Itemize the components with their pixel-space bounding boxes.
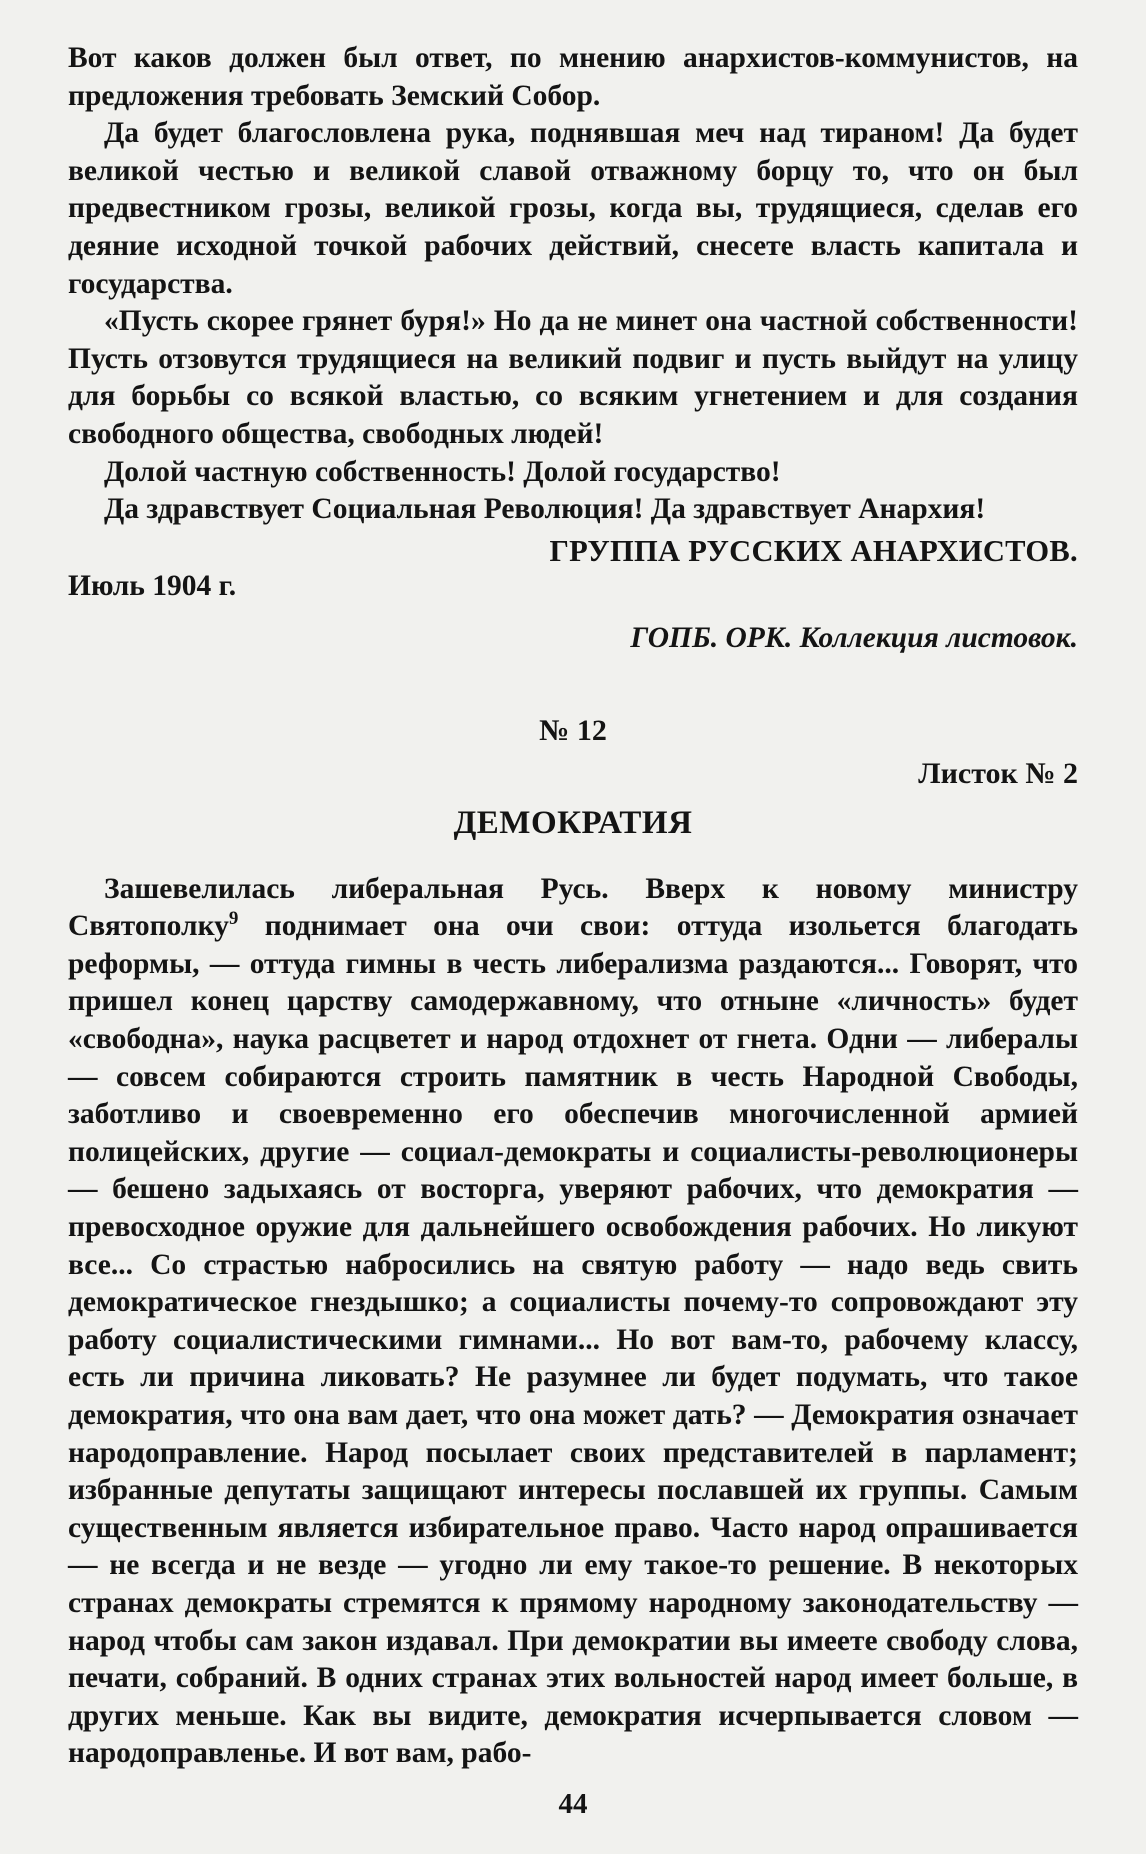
signature: ГРУППА РУССКИХ АНАРХИСТОВ. [549,533,1078,568]
body-paragraph [68,871,1078,1773]
paragraph-4: Долой частную собственность! Долой государство! [104,455,781,488]
document-number: № 12 [539,713,607,747]
paragraph-3: «Пусть скорее грянет буря!» Но да не минет она частной собственности! Пусть отзовутся трудящиеся на великий подвиг и пусть выйдут на улицу для борьбы со всякой властью, со всяким угнетением и для создания свободного общества, свободных людей! [68,305,1078,450]
footnote-mark[interactable]: 9 [228,908,239,930]
body-text-rest: поднимает она очи свои: оттуда изольется благодать реформы, — оттуда гимны в честь либерализма раздаются... Говорят, что пришел конец царству самодержавному, что отныне «личность» будет «свободна», наука расцветет и народ отдохнет от гнета. Одни — либералы — совсем собираются строить памятник в честь Народной Свободы, заботливо и своевременно его обеспечив многочисленной армией полицейских, другие — социал-демократы и социалисты-революционеры — бешено задыхаясь от восторга, уверяют рабочих, что демократия — превосходное оружие для дальнейшего освобождения рабочих. Но ликуют все... Со страстью набросились на святую работу — надо ведь свить демократическое гнездышко; а социалисты почему-то сопровождают эту работу социалистическими гимнами... Но вот вам-то, рабочему классу, есть ли причина ликовать? Не разумнее ли будет подумать, что такое демократия, что она вам дает, что она может дать? — Демократия означает народоправление. Народ посылает своих представителей в парламент; избранные депутаты защищают интересы пославшей их группы. Самым существенным является избирательное право. Часто народ опрашивается — не всегда и не везде — угодно ли ему такое-то решение. В некоторых странах демократы стремятся к прямому народному законодательству — народ чтобы сам закон издавал. При демократии вы имеете свободу слова, печати, собраний. В одних странах этих вольностей народ имеет больше, в других меньше. Как вы видите, демократия исчерпывается словом — народоправленье. И вот вам, рабо- [68,910,1078,1770]
body-text-start: Зашевелилась либеральная Русь. Вверх к новому министру Святополку [68,872,1078,943]
leaflet-label: Листок № 2 [918,757,1078,791]
page-number: 44 [558,1788,588,1820]
archive-source: ГОПБ. ОРК. Коллекция листовок. [630,621,1078,654]
section-title: ДЕМОКРАТИЯ [453,804,693,841]
date-line: Июль 1904 г. [68,570,237,603]
paragraph-1: Вот каков должен был ответ, по мнению анархистов-коммунистов, на предложения требовать Земский Собор. [68,42,1078,112]
text-column [68,40,1078,1773]
paragraph-2: Да будет благословлена рука, поднявшая меч над тираном! Да будет великой честью и великой славой отважному борцу то, что он был предвестником грозы, великой грозы, когда вы, трудящиеся, сделав его деяние исходной точкой рабочих действий, снесете власть капитала и государства. [68,117,1078,300]
paragraph-5: Да здравствует Социальная Революция! Да здравствует Анархия! [104,493,986,526]
